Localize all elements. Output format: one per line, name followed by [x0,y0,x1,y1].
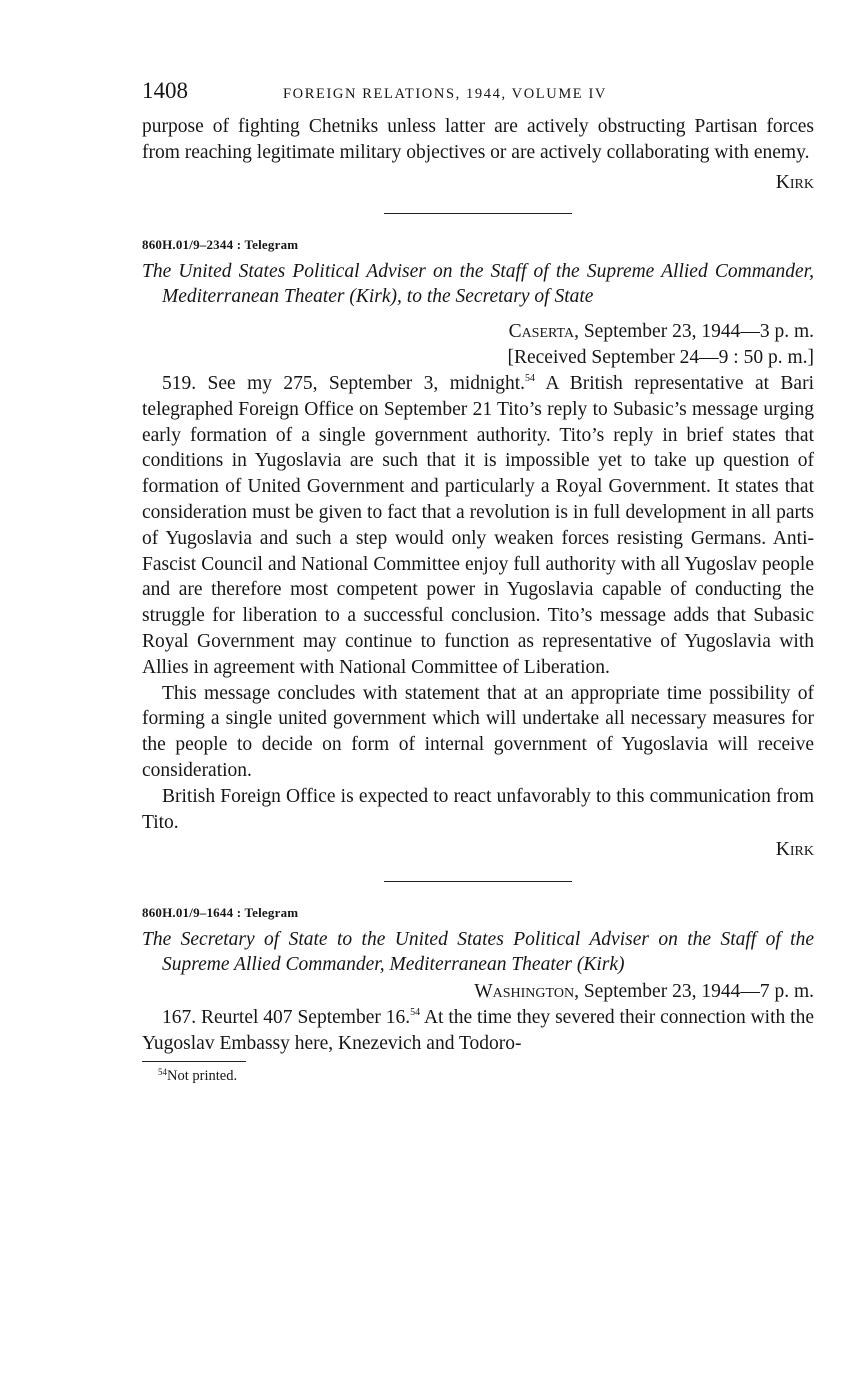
file-number-1: 860H.01/9–2344 : Telegram [142,237,299,253]
signature-kirk-2: Kirk [775,839,814,861]
footnote-54 [142,1068,814,1085]
telegram-paragraph-3: British Foreign Office is expected to react unfavorably to this communication from Tito. [142,785,814,833]
telegram-paragraph-1: 519. See my 275, September 3, midnight.$^{54}$ A British representative at Bari telegraphed Foreign Office on September 21 Tito’s reply to Subasic’s message urging early formation of a single government authority. Tito’s reply in brief states that conditions in Yugoslavia are such that it is impossible yet to take up question of formation of United Government and particularly a Royal Government. It states that consideration must be given to fact that a revolution is in full development in all parts of Yugoslavia and such a step would only weaken forces resisting Germans. Anti-Fascist Council and National Committee enjoy full authority with all Yugoslav people and are therefore most competent power in Yugoslavia capable of conducting the struggle for liberation to a successful conclusion. Tito’s message adds that Subasic Royal Government may continue to function as representative of Yugoslavia with Allies in agreement with National Committee of Liberation. [142,372,814,678]
dateline-date-2: , September 23, 1944—7 p. m. [574,981,814,1003]
page-number: 1408 [142,78,188,103]
dateline-2 [142,979,814,1005]
footnote-number: 54 [158,1066,167,1077]
file-number-2: 860H.01/9–1644 : Telegram [142,905,299,921]
running-title: FOREIGN RELATIONS, 1944, VOLUME IV [283,86,607,102]
footnote-divider [142,1061,246,1062]
document-title-2: The Secretary of State to the United States Political Adviser on the Staff of the Supreme Allied Commander, Mediterranean Theater (Kirk) [142,929,814,976]
footnote-ref: 54 [410,1006,421,1018]
page-header [142,78,814,114]
document-page [142,78,814,1085]
signature-kirk-1: Kirk [775,171,814,193]
telegram-paragraph-2: This message concludes with statement that at an appropriate time possibility of forming a single united government which will undertake all necessary measures for the people to decide on form of internal government of Yugoslavia will receive consideration. [142,682,814,781]
section-divider-1 [384,213,572,214]
dateline-place-1: Caserta [508,321,575,343]
footnote-ref: 54 [525,372,535,384]
telegram-paragraph-4: 167. Reurtel 407 September 16.54 At the time they severed their connection with the Yugoslav Embassy here, Knezevich and Todoro- [142,1006,814,1054]
dateline-1 [142,319,814,345]
dateline-date-1: , September 23, 1944—3 p. m. [574,321,814,343]
document-title-1: The United States Political Adviser on the Staff of the Supreme Allied Commander, Mediterranean Theater (Kirk), to the Secretary of State [142,261,814,308]
dateline-place-2: Washington [474,981,575,1003]
continuation-paragraph: purpose of fighting Chetniks unless latter are actively obstructing Partisan forces from reaching legitimate military objectives or are actively collaborating with enemy. [142,116,814,163]
received-line: [Received September 24—9 : 50 p. m.] [507,347,814,369]
footnote-text: Not printed. [167,1067,238,1084]
section-divider-2 [384,881,572,882]
